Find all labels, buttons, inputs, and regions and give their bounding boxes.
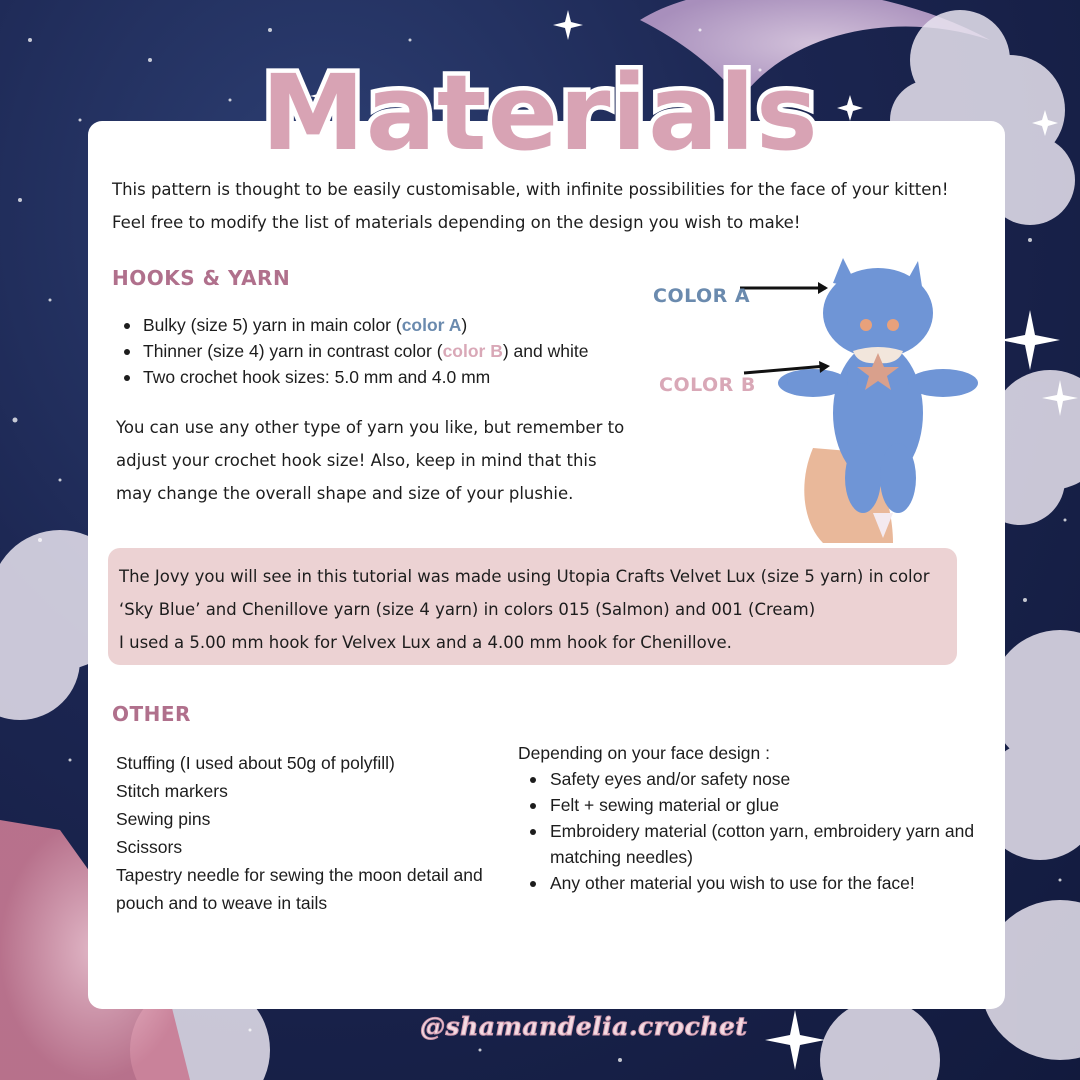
watermark: @shamandelia.crochet: [420, 1012, 748, 1041]
color-a-highlight: color A: [401, 315, 462, 335]
face-design-list: [518, 740, 978, 896]
yarn-callout: [108, 548, 957, 665]
list-item: [112, 338, 632, 364]
item-text: ): [461, 315, 468, 335]
face-design-intro: Depending on your face design :: [518, 743, 770, 763]
list-item: Any other material you wish to use for the face!: [518, 870, 978, 896]
item-text: Bulky (size 5) yarn in main color (: [143, 315, 402, 335]
other-heading: OTHER: [112, 702, 191, 726]
note-line: may change the overall shape and size of your plushie.: [116, 484, 574, 503]
color-b-highlight: color B: [442, 341, 503, 361]
hooks-yarn-heading: HOOKS & YARN: [112, 266, 291, 290]
list-item: Safety eyes and/or safety nose: [518, 766, 978, 792]
color-b-label: COLOR B: [659, 374, 756, 396]
item-text: ) and white: [502, 341, 589, 361]
arrow-icon: [740, 282, 830, 373]
callout-text: [119, 560, 954, 659]
list-item: Tapestry needle for sewing the moon detail and pouch and to weave in tails: [116, 865, 483, 913]
other-list: [116, 749, 506, 917]
list-item: Sewing pins: [116, 809, 211, 829]
content-card: [88, 121, 1005, 1009]
intro-line: Feel free to modify the list of materials depending on the design you wish to make!: [112, 213, 801, 232]
eye-icon: [860, 319, 872, 331]
item-text: Two crochet hook sizes: 5.0 mm and 4.0 mm: [143, 367, 491, 387]
list-item: Scissors: [116, 837, 183, 857]
intro-text: [112, 173, 972, 239]
list-item: [112, 312, 632, 338]
yarn-list: [112, 312, 632, 390]
list-item: [112, 364, 632, 390]
intro-line: This pattern is thought to be easily customisable, with infinite possibilities for the face of your kitten!: [112, 180, 949, 199]
page-title: Materials: [261, 52, 819, 174]
list-item: Felt + sewing material or glue: [518, 792, 978, 818]
list-item: Stitch markers: [116, 781, 228, 801]
face-design-items: [518, 766, 978, 896]
list-item: Embroidery material (cotton yarn, embroidery yarn and matching needles): [518, 818, 978, 870]
item-text: Thinner (size 4) yarn in contrast color (: [143, 341, 443, 361]
list-item: Stuffing (I used about 50g of polyfill): [116, 753, 395, 773]
callout-line: The Jovy you will see in this tutorial was made using Utopia Crafts Velvet Lux (size 5 yarn) in color: [119, 567, 930, 586]
note-line: adjust your crochet hook size! Also, keep in mind that this: [116, 451, 597, 470]
callout-line: ‘Sky Blue’ and Chenillove yarn (size 4 yarn) in colors 015 (Salmon) and 001 (Cream): [119, 600, 816, 619]
callout-line: I used a 5.00 mm hook for Velvex Lux and a 4.00 mm hook for Chenillove.: [119, 633, 732, 652]
eye-icon: [887, 319, 899, 331]
note-line: You can use any other type of yarn you like, but remember to: [116, 418, 625, 437]
color-a-label: COLOR A: [653, 285, 751, 307]
yarn-note: [116, 411, 636, 510]
